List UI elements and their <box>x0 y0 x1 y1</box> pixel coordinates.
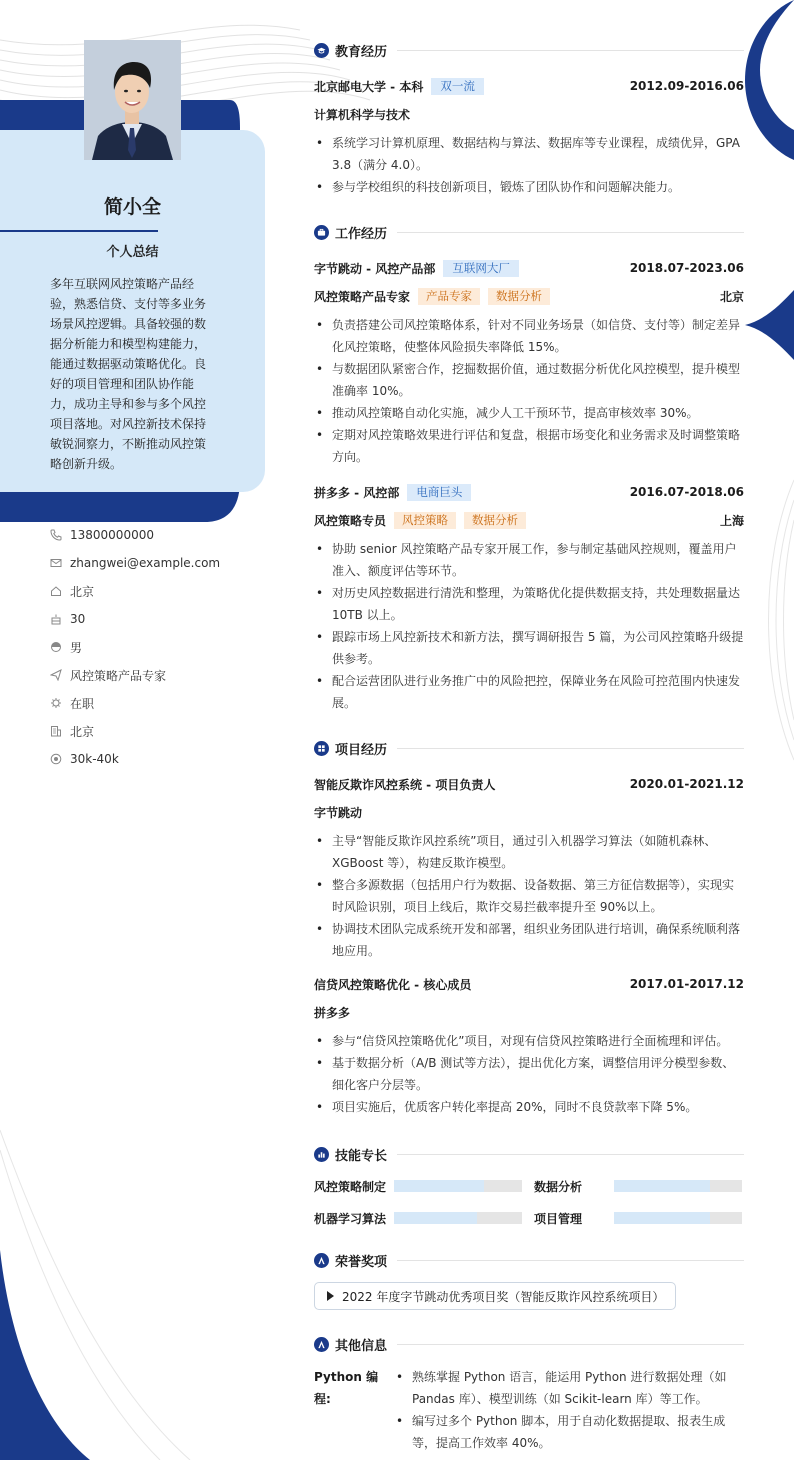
info-icon <box>314 1337 329 1352</box>
list-item: • 系统学习计算机原理、数据结构与算法、数据库等专业课程，成绩优异，GPA 3.8（满分 4.0）。 <box>314 132 744 176</box>
project-name: 智能反欺诈风控系统 - 项目负责人 <box>314 777 496 792</box>
age-icon <box>50 613 62 625</box>
list-item: • 参与“信贷风控策略优化”项目，对现有信贷风控策略进行全面梳理和评估。 <box>314 1030 744 1052</box>
other-label: Python 编程: <box>314 1370 379 1406</box>
section-divider <box>397 748 744 749</box>
skill-item <box>314 1208 534 1228</box>
bar-chart-icon <box>314 1147 329 1162</box>
skills-grid <box>314 1176 744 1228</box>
contact-age <box>50 605 260 633</box>
award-icon <box>314 1253 329 1268</box>
profile-photo <box>84 40 181 160</box>
project-bullets <box>314 1030 744 1118</box>
list-item: • 编写过多个 Python 脚本，用于自动化数据提取、报表生成等，提高工作效率 40%。 <box>394 1410 744 1454</box>
project-date: 2017.01-2017.12 <box>629 977 744 991</box>
project-header <box>314 770 744 798</box>
skill-item <box>534 1208 744 1228</box>
contact-value: zhangwei@example.com <box>70 556 221 570</box>
summary-text: 多年互联网风控策略产品经验，熟悉信贷、支付等多业务场景风控逻辑。具备较强的数据分析能力和模型构建能力，能通过数据驱动策略优化。良好的项目管理和团队协作能力，成功主导和参与多个风控项目落地。对风控新技术保持敏锐洞察力，不断推动风控策略创新升级。 <box>50 277 207 471</box>
job-date: 2016.07-2018.06 <box>629 485 744 499</box>
job-header <box>314 478 744 506</box>
briefcase-icon <box>314 225 329 240</box>
building-icon <box>50 725 62 737</box>
graduation-cap-icon <box>314 43 329 58</box>
skill-level <box>614 1180 710 1192</box>
project-org: 拼多多 <box>314 1005 351 1020</box>
section-header <box>314 220 744 244</box>
company-tag: 电商巨头 <box>407 484 471 501</box>
list-item: • 参与学校组织的科技创新项目，锻炼了团队协作和问题解决能力。 <box>314 176 744 198</box>
project-name: 信贷风控策略优化 - 核心成员 <box>314 977 472 992</box>
list-item: • 定期对风控策略效果进行评估和复盘，根据市场变化和业务需求及时调整策略方向。 <box>314 424 744 468</box>
contact-value: 30k-40k <box>70 752 119 766</box>
profile-name: 简小全 <box>103 196 161 218</box>
skills-section <box>314 1142 744 1248</box>
contact-location <box>50 577 260 605</box>
contact-city <box>50 717 260 745</box>
role-tag: 风控策略 <box>394 512 456 529</box>
role-title: 风控策略专员 <box>314 513 387 528</box>
job-header <box>314 254 744 282</box>
salary-icon <box>50 753 62 765</box>
role-row <box>314 282 744 310</box>
award-text: 2022 年度字节跳动优秀项目奖（智能反欺诈风控系统项目） <box>342 1289 665 1304</box>
list-item: • 协助 senior 风控策略产品专家开展工作，参与制定基础风控规则，覆盖用户准入、额度评估等环节。 <box>314 538 744 582</box>
mail-icon <box>50 557 62 569</box>
project-bullets <box>314 830 744 962</box>
list-item: • 主导“智能反欺诈风控系统”项目，通过引入机器学习算法（如随机森林、XGBoost 等），构建反欺诈模型。 <box>314 830 744 874</box>
skill-bar <box>394 1212 522 1224</box>
contact-phone <box>50 521 260 549</box>
project-entry <box>314 770 744 970</box>
list-item: • 负责搭建公司风控策略体系，针对不同业务场景（如信贷、支付等）制定差异化风控策略，使整体风险损失率降低 15%。 <box>314 314 744 358</box>
work-section <box>314 220 744 736</box>
skill-name: 数据分析 <box>534 1179 583 1194</box>
section-title: 项目经历 <box>335 742 388 758</box>
project-entry <box>314 970 744 1118</box>
role-tag: 产品专家 <box>418 288 480 305</box>
job-city: 上海 <box>719 513 744 528</box>
section-divider <box>397 1154 744 1155</box>
skill-level <box>394 1180 484 1192</box>
phone-icon <box>50 529 62 541</box>
list-item: • 与数据团队紧密合作，挖掘数据价值，通过数据分析优化风控模型，提升模型准确率 10%。 <box>314 358 744 402</box>
job-city: 北京 <box>719 289 744 304</box>
list-item: • 配合运营团队进行业务推广中的风险把控，保障业务在风险可控范围内快速发展。 <box>314 670 744 714</box>
contact-value: 北京 <box>70 724 95 739</box>
section-divider <box>397 232 744 233</box>
contact-status <box>50 689 260 717</box>
section-title: 教育经历 <box>335 44 388 60</box>
contact-gender <box>50 633 260 661</box>
name-divider <box>0 230 158 232</box>
project-org-row <box>314 998 744 1026</box>
education-section <box>314 38 744 220</box>
status-icon <box>50 697 62 709</box>
other-bullets <box>394 1366 744 1454</box>
job-entry <box>314 254 744 478</box>
section-title: 荣誉奖项 <box>335 1254 388 1270</box>
main-content <box>314 38 744 1460</box>
skill-item <box>534 1176 744 1196</box>
job-entry <box>314 478 744 714</box>
job-bullets <box>314 538 744 714</box>
honors-section <box>314 1248 744 1332</box>
section-header <box>314 1248 744 1272</box>
company-tag: 互联网大厂 <box>443 260 519 277</box>
contact-value: 在职 <box>70 696 95 711</box>
other-entry <box>314 1366 744 1460</box>
role-row <box>314 506 744 534</box>
role-tag: 数据分析 <box>464 512 526 529</box>
list-item: • 基于数据分析（A/B 测试等方法），提出优化方案，调整信用评分模型参数、细化客户分层等。 <box>314 1052 744 1096</box>
gender-icon <box>50 641 62 653</box>
list-item: • 跟踪市场上风控新技术和新方法，撰写调研报告 5 篇，为公司风控策略升级提供参考。 <box>314 626 744 670</box>
skill-name: 项目管理 <box>534 1211 583 1226</box>
list-item: • 协调技术团队完成系统开发和部署，组织业务团队进行培训，确保系统顺利落地应用。 <box>314 918 744 962</box>
section-header <box>314 1332 744 1356</box>
skill-item <box>314 1176 534 1196</box>
home-icon <box>50 585 62 597</box>
contact-list <box>50 521 260 773</box>
section-title: 工作经历 <box>335 226 388 242</box>
section-title: 其他信息 <box>335 1338 388 1354</box>
list-item: • 项目实施后，优质客户转化率提高 20%，同时不良贷款率下降 5%。 <box>314 1096 744 1118</box>
company-name: 字节跳动 - 风控产品部 <box>314 261 436 276</box>
skill-level <box>614 1212 710 1224</box>
section-header <box>314 736 744 760</box>
project-org-row <box>314 798 744 826</box>
contact-email <box>50 549 260 577</box>
section-divider <box>397 1260 744 1261</box>
skill-level <box>394 1212 477 1224</box>
major-row <box>314 100 744 128</box>
skill-name: 机器学习算法 <box>314 1211 387 1226</box>
send-icon <box>50 669 62 681</box>
summary-title: 个人总结 <box>106 245 159 260</box>
triangle-right-icon <box>327 1291 334 1301</box>
major: 计算机科学与技术 <box>314 107 411 122</box>
education-bullets <box>314 132 744 198</box>
job-bullets <box>314 314 744 468</box>
company-name: 拼多多 - 风控部 <box>314 485 400 500</box>
contact-position <box>50 661 260 689</box>
section-title: 技能专长 <box>335 1148 388 1164</box>
award-item[interactable] <box>314 1282 676 1310</box>
contact-value: 30 <box>70 612 86 626</box>
list-item: • 对历史风控数据进行清洗和整理，为策略优化提供数据支持，共处理数据量达 10TB 以上。 <box>314 582 744 626</box>
skill-bar <box>394 1180 522 1192</box>
job-date: 2018.07-2023.06 <box>629 261 744 275</box>
contact-value: 风控策略产品专家 <box>70 668 167 683</box>
school-tag: 双一流 <box>431 78 484 95</box>
role-title: 风控策略产品专家 <box>314 289 411 304</box>
school-name: 北京邮电大学 - 本科 <box>314 79 424 94</box>
education-date: 2012.09-2016.06 <box>629 79 744 93</box>
project-header <box>314 970 744 998</box>
list-item: • 推动风控策略自动化实施，减少人工干预环节，提高审核效率 30%。 <box>314 402 744 424</box>
grid-icon <box>314 741 329 756</box>
projects-section <box>314 736 744 1142</box>
skill-bar <box>614 1212 742 1224</box>
list-item: • 熟练掌握 Python 语言，能运用 Python 进行数据处理（如 Pandas 库）、模型训练（如 Scikit-learn 库）等工作。 <box>394 1366 744 1410</box>
skill-name: 风控策略制定 <box>314 1179 387 1194</box>
role-tag: 数据分析 <box>488 288 550 305</box>
other-section <box>314 1332 744 1460</box>
section-header <box>314 1142 744 1166</box>
skill-bar <box>614 1180 742 1192</box>
contact-value: 13800000000 <box>70 528 154 542</box>
contact-salary <box>50 745 260 773</box>
section-divider <box>397 1344 744 1345</box>
list-item: • 整合多源数据（包括用户行为数据、设备数据、第三方征信数据等），实现实时风险识别，项目上线后，欺诈交易拦截率提升至 90%以上。 <box>314 874 744 918</box>
contact-value: 男 <box>70 640 83 655</box>
education-header <box>314 72 744 100</box>
project-org: 字节跳动 <box>314 805 363 820</box>
contact-value: 北京 <box>70 584 95 599</box>
section-divider <box>397 50 744 51</box>
project-date: 2020.01-2021.12 <box>629 777 744 791</box>
section-header <box>314 38 744 62</box>
